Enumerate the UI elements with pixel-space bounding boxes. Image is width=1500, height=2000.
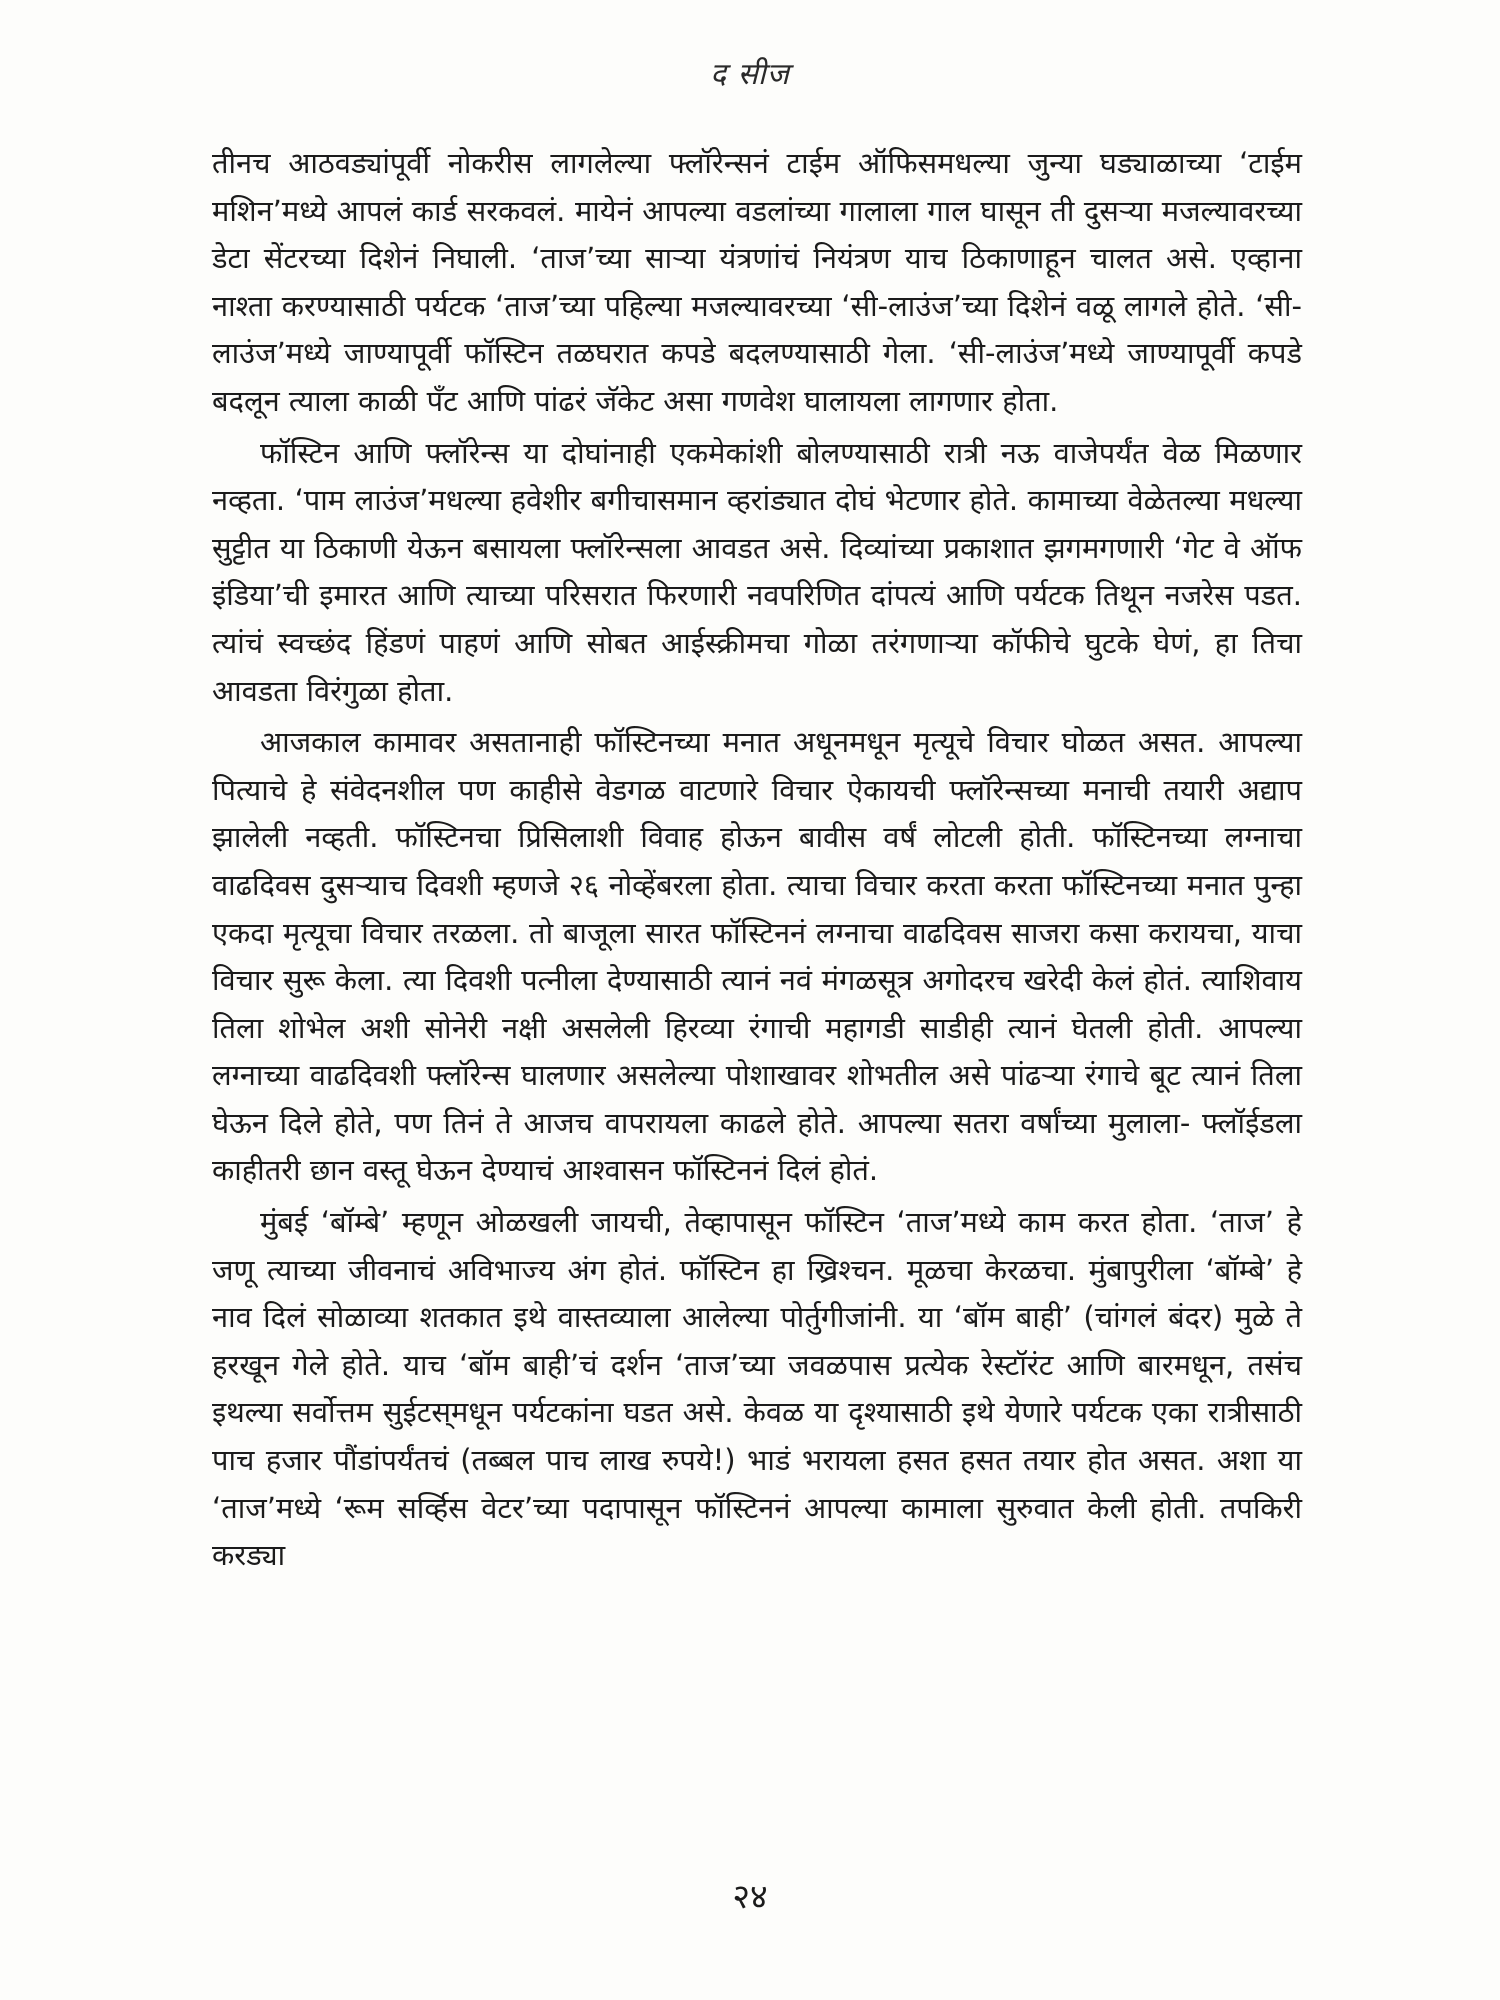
page-number: २४ [732, 1877, 768, 1917]
paragraph-4: मुंबई ‘बॉम्बे’ म्हणून ओळखली जायची, तेव्हापासून फॉस्टिन ‘ताज’मध्ये काम करत होता. ‘ताज’ हे जणू त्याच्या जीवनाचं अविभाज्य अंग होतं. फॉस्टिन हा ख्रिश्चन. मूळचा केरळचा. मुंबापुरीला ‘बॉम्बे’ हे नाव दिलं सोळाव्या शतकात इथे वास्तव्याला आलेल्या पोर्तुगीजांनी. या ‘बॉम बाही’ (चांगलं बंदर) मुळे ते हरखून गेले होते. याच ‘बॉम बाही’चं दर्शन ‘ताज’च्या जवळपास प्रत्येक रेस्टॉरंट आणि बारमधून, तसंच इथल्या सर्वोत्तम सुईटस्‌मधून पर्यटकांना घडत असे. केवळ या दृश्यासाठी इथे येणारे पर्यटक एका रात्रीसाठी पाच हजार पौंडांपर्यंतचं (तब्बल पाच लाख रुपये!) भाडं भरायला हसत हसत तयार होत असत. अशा या ‘ताज’मध्ये ‘रूम सर्व्हिस वेटर’च्या पदापासून फॉस्टिननं आपल्या कामाला सुरुवात केली होती. तपकिरी करड्या [212, 1205, 1302, 1573]
body-text [212, 140, 1302, 1584]
paragraph-1: तीनच आठवड्यांपूर्वी नोकरीस लागलेल्या फ्लॉरेन्सनं टाईम ऑफिसमधल्या जुन्या घड्याळाच्या ‘टाईम मशिन’मध्ये आपलं कार्ड सरकवलं. मायेनं आपल्या वडलांच्या गालाला गाल घासून ती दुसऱ्या मजल्यावरच्या डेटा सेंटरच्या दिशेनं निघाली. ‘ताज’च्या साऱ्या यंत्रणांचं नियंत्रण याच ठिकाणाहून चालत असे. एव्हाना नाश्ता करण्यासाठी पर्यटक ‘ताज’च्या पहिल्या मजल्यावरच्या ‘सी-लाउंज’च्या दिशेनं वळू लागले होते. ‘सी-लाउंज’मध्ये जाण्यापूर्वी फॉस्टिन तळघरात कपडे बदलण्यासाठी गेला. ‘सी-लाउंज’मध्ये जाण्यापूर्वी कपडे बदलून त्याला काळी पँट आणि पांढरं जॅकेट असा गणवेश घालायला लागणार होता. [212, 146, 1302, 418]
paragraph-2: फॉस्टिन आणि फ्लॉरेन्स या दोघांनाही एकमेकांशी बोलण्यासाठी रात्री नऊ वाजेपर्यंत वेळ मिळणार नव्हता. ‘पाम लाउंज’मधल्या हवेशीर बगीचासमान व्हरांड्यात दोघं भेटणार होते. कामाच्या वेळेतल्या मधल्या सुट्टीत या ठिकाणी येऊन बसायला फ्लॉरेन्सला आवडत असे. दिव्यांच्या प्रकाशात झगमगणारी ‘गेट वे ऑफ इंडिया’ची इमारत आणि त्याच्या परिसरात फिरणारी नवपरिणित दांपत्यं आणि पर्यटक तिथून नजरेस पडत. त्यांचं स्वच्छंद हिंडणं पाहणं आणि सोबत आईस्क्रीमचा गोळा तरंगणाऱ्या कॉफीचे घुटके घेणं, हा तिचा आवडता विरंगुळा होता. [212, 435, 1302, 708]
paragraph-3: आजकाल कामावर असतानाही फॉस्टिनच्या मनात अधूनमधून मृत्यूचे विचार घोळत असत. आपल्या पित्याचे हे संवेदनशील पण काहीसे वेडगळ वाटणारे विचार ऐकायची फ्लॉरेन्सच्या मनाची तयारी अद्याप झालेली नव्हती. फॉस्टिनचा प्रिसिलाशी विवाह होऊन बावीस वर्षं लोटली होती. फॉस्टिनच्या लग्नाचा वाढदिवस दुसऱ्याच दिवशी म्हणजे २६ नोव्हेंबरला होता. त्याचा विचार करता करता फॉस्टिनच्या मनात पुन्हा एकदा मृत्यूचा विचार तरळला. तो बाजूला सारत फॉस्टिननं लग्नाचा वाढदिवस साजरा कसा करायचा, याचा विचार सुरू केला. त्या दिवशी पत्नीला देण्यासाठी त्यानं नवं मंगळसूत्र अगोदरच खरेदी केलं होतं. त्याशिवाय तिला शोभेल अशी सोनेरी नक्षी असलेली हिरव्या रंगाची महागडी साडीही त्यानं घेतली होती. आपल्या लग्नाच्या वाढदिवशी फ्लॉरेन्स घालणार असलेल्या पोशाखावर शोभतील असे पांढऱ्या रंगाचे बूट त्यानं तिला घेऊन दिले होते, पण तिनं ते आजच वापरायला काढले होते. आपल्या सतरा वर्षांच्या मुलाला- फ्लॉईडला काहीतरी छान वस्तू घेऊन देण्याचं आश्वासन फॉस्टिननं दिलं होतं. [212, 725, 1302, 1188]
running-head: द सीज [710, 57, 790, 92]
